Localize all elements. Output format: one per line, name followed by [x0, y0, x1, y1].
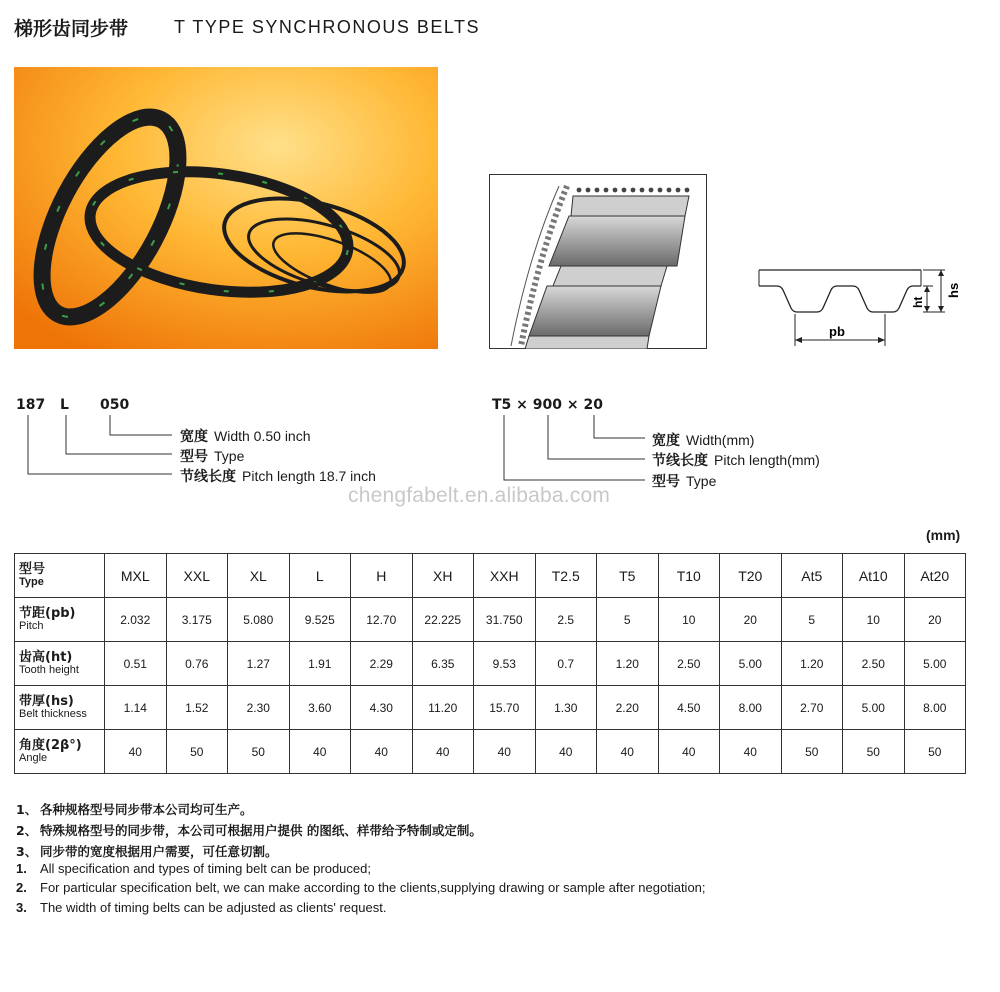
table-cell: 9.525 — [289, 598, 351, 642]
table-cell: 5.00 — [720, 642, 782, 686]
code-metric-desc-pitch-length: 节线长度 Pitch length(mm) — [652, 452, 820, 469]
type-header-cell: At5 — [781, 554, 843, 598]
table-cell: 2.50 — [658, 642, 720, 686]
hs-label: hs — [946, 282, 961, 298]
table-cell: 1.20 — [781, 642, 843, 686]
table-cell: 8.00 — [904, 686, 966, 730]
unit-label: (mm) — [926, 527, 961, 543]
row-header-cn: 型号 — [19, 561, 46, 577]
table-cell: 20 — [720, 598, 782, 642]
table-cell: 9.53 — [474, 642, 536, 686]
table-cell: 5.080 — [228, 598, 290, 642]
table-cell: 40 — [597, 730, 659, 774]
note-cn-2: 2、 特殊规格型号的同步带，本公司可根据用户提供 的图纸、样带给予特制或定制。 — [16, 823, 482, 838]
note-cn-3: 3、 同步带的宽度根据用户需要，可任意切割。 — [16, 844, 278, 859]
table-row — [15, 730, 966, 774]
table-cell: 0.76 — [166, 642, 228, 686]
table-cell: 11.20 — [412, 686, 474, 730]
type-header-cell: T10 — [658, 554, 720, 598]
table-cell: 31.750 — [474, 598, 536, 642]
type-header-cell: T5 — [597, 554, 659, 598]
table-cell: 5 — [597, 598, 659, 642]
table-cell: 8.00 — [720, 686, 782, 730]
ht-label: ht — [911, 296, 925, 308]
table-cell: 5.00 — [843, 686, 905, 730]
table-cell: 1.14 — [105, 686, 167, 730]
type-header-cell: T20 — [720, 554, 782, 598]
table-cell: 1.30 — [535, 686, 597, 730]
pb-label: pb — [829, 324, 845, 339]
row-header — [15, 598, 105, 642]
table-cell: 20 — [904, 598, 966, 642]
row-header-en: Angle — [19, 751, 48, 764]
table-cell: 40 — [658, 730, 720, 774]
code-metric-desc-type: 型号 Type — [652, 473, 717, 490]
table-cell: 40 — [105, 730, 167, 774]
table-cell: 2.50 — [843, 642, 905, 686]
table-cell: 2.29 — [351, 642, 413, 686]
type-header-cell: T2.5 — [535, 554, 597, 598]
table-row — [15, 642, 966, 686]
table-row — [15, 686, 966, 730]
spec-table — [14, 553, 966, 774]
type-header-cell: XXH — [474, 554, 536, 598]
code-metric-desc-width: 宽度 Width(mm) — [652, 432, 755, 449]
table-cell: 12.70 — [351, 598, 413, 642]
page-title-en: T TYPE SYNCHRONOUS BELTS — [174, 17, 481, 37]
table-cell: 15.70 — [474, 686, 536, 730]
note-en-3: 3. The width of timing belts can be adjusted as clients' request. — [16, 900, 387, 915]
table-cell: 2.20 — [597, 686, 659, 730]
table-cell: 40 — [412, 730, 474, 774]
type-header-cell: XXL — [166, 554, 228, 598]
table-cell: 50 — [228, 730, 290, 774]
table-cell: 0.51 — [105, 642, 167, 686]
code-metric: T5 × 900 × 20 — [492, 397, 603, 413]
type-header-cell: MXL — [105, 554, 167, 598]
row-header-cn: 节距(pb) — [19, 605, 76, 621]
row-header-en: Type — [19, 575, 44, 588]
table-cell: 40 — [535, 730, 597, 774]
page-title-cn: 梯形齿同步带 — [14, 18, 129, 40]
table-cell: 40 — [474, 730, 536, 774]
table-cell: 2.5 — [535, 598, 597, 642]
table-cell: 10 — [843, 598, 905, 642]
type-header-cell: At10 — [843, 554, 905, 598]
table-cell: 1.91 — [289, 642, 351, 686]
table-cell: 50 — [904, 730, 966, 774]
type-header-cell: At20 — [904, 554, 966, 598]
code-type: L — [60, 397, 69, 413]
type-header-cell: XH — [412, 554, 474, 598]
table-cell: 1.20 — [597, 642, 659, 686]
table-header-row — [15, 554, 966, 598]
watermark: chengfabelt.en.alibaba.com — [348, 484, 611, 507]
table-cell: 6.35 — [412, 642, 474, 686]
note-en-1: 1. All specification and types of timing belt can be produced; — [16, 861, 371, 876]
belt-profile-diagram — [755, 262, 975, 358]
table-cell: 5 — [781, 598, 843, 642]
row-header-en: Belt thickness — [19, 707, 87, 720]
type-header-cell: XL — [228, 554, 290, 598]
table-cell: 2.70 — [781, 686, 843, 730]
table-cell: 40 — [289, 730, 351, 774]
row-header-en: Tooth height — [19, 663, 79, 676]
table-cell: 22.225 — [412, 598, 474, 642]
type-header-cell: H — [351, 554, 413, 598]
row-header — [15, 730, 105, 774]
code-metric-leader-lines — [0, 0, 700, 500]
table-cell: 50 — [166, 730, 228, 774]
note-cn-1: 1、 各种规格型号同步带本公司均可生产。 — [16, 802, 253, 817]
table-cell: 1.52 — [166, 686, 228, 730]
row-header-cn: 带厚(hs) — [19, 693, 74, 709]
code-desc-width: 宽度 Width 0.50 inch — [180, 428, 311, 445]
table-cell: 4.30 — [351, 686, 413, 730]
row-header-en: Pitch — [19, 619, 44, 632]
note-en-2: 2. For particular specification belt, we can make according to the clients,supplying drawing or sample after negotiation; — [16, 880, 706, 895]
row-header — [15, 642, 105, 686]
table-cell: 3.60 — [289, 686, 351, 730]
table-cell: 5.00 — [904, 642, 966, 686]
table-cell: 2.032 — [105, 598, 167, 642]
table-row — [15, 598, 966, 642]
code-desc-type: 型号 Type — [180, 448, 245, 465]
code-width: 050 — [100, 397, 130, 413]
row-header-cn: 齿高(ht) — [19, 649, 73, 665]
table-cell: 40 — [720, 730, 782, 774]
row-header-cn: 角度(2β°) — [19, 737, 82, 753]
table-cell: 10 — [658, 598, 720, 642]
row-header — [15, 686, 105, 730]
code-desc-pitch-length: 节线长度 Pitch length 18.7 inch — [180, 468, 376, 485]
table-cell: 1.27 — [228, 642, 290, 686]
table-cell: 4.50 — [658, 686, 720, 730]
code-length: 187 — [16, 397, 46, 413]
table-cell: 50 — [781, 730, 843, 774]
table-cell: 40 — [351, 730, 413, 774]
table-cell: 2.30 — [228, 686, 290, 730]
row-header-type — [15, 554, 105, 598]
type-header-cell: L — [289, 554, 351, 598]
table-cell: 50 — [843, 730, 905, 774]
table-cell: 3.175 — [166, 598, 228, 642]
table-cell: 0.7 — [535, 642, 597, 686]
